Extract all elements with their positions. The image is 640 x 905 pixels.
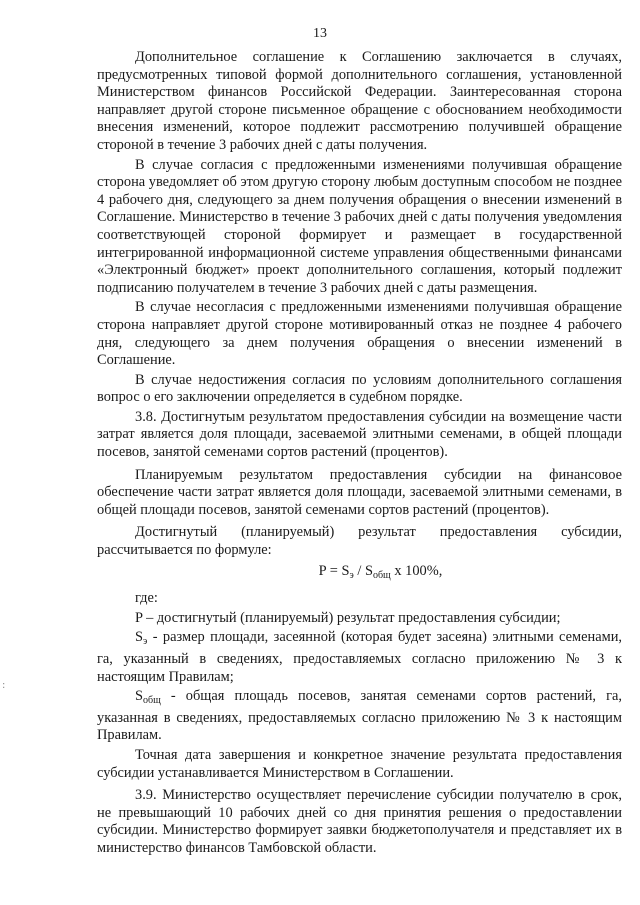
where-label: где: bbox=[135, 590, 158, 607]
page-number: 13 bbox=[313, 26, 327, 41]
definition-se bbox=[97, 629, 622, 686]
document-body bbox=[97, 49, 622, 858]
paragraph-no-consent: В случае недостижения согласия по условиям дополнительного соглашения вопрос о его заключении определяется в судебном порядке. bbox=[97, 371, 622, 406]
paragraph-supplementary-agreement: Дополнительное соглашение к Соглашению заключается в случаях, предусмотренных типовой формой дополнительного соглашения, установленной Министерством финансов Российской Федерации. Заинтересованная сторона направляет другой стороне письменное обращение с обоснованием необходимости внесения изменений, которое подлежит рассмотрению получившей обращение стороной в течение 3 рабочих дней с даты получения. bbox=[97, 49, 622, 153]
formula-mid: / S bbox=[353, 562, 373, 579]
paragraph-planned-result: Планируемым результатом предоставления субсидии на финансовое обеспечение части затрат является доля площади, засеваемой элитными семенами, в общей площади посевов, занятой семенами сортов растений (процентов). bbox=[97, 466, 622, 518]
paragraph-3-8: 3.8. Достигнутым результатом предоставления субсидии на возмещение части затрат является доля площади, засеваемой элитными семенами, в общей площади посевов, занятой семенами сортов растений (процентов). bbox=[97, 408, 622, 461]
definition-p: P – достигнутый (планируемый) результат предоставления субсидии; bbox=[135, 609, 561, 626]
formula-lhs: P = S bbox=[318, 562, 350, 579]
formula-sub-total: общ bbox=[372, 569, 391, 581]
paragraph-formula-intro: Достигнутый (планируемый) результат предоставления субсидии, рассчитывается по формуле: bbox=[97, 524, 622, 559]
formula-rhs: x 100%, bbox=[390, 562, 443, 579]
definition-stotal-symbol: S bbox=[135, 688, 144, 705]
definition-se-sub: э bbox=[143, 636, 148, 648]
formula bbox=[97, 563, 622, 585]
paragraph-result-date: Точная дата завершения и конкретное значение результата предоставления субсидии устанавливается Министерством в Соглашении. bbox=[97, 746, 622, 781]
paragraph-3-9: 3.9. Министерство осуществляет перечисление субсидии получателю в срок, не превышающий 10 рабочих дней со дня принятия решения о предоставлении субсидии. Министерство формирует заявки бюджетополучателя и представляет их в министерство финансов Тамбовской области. bbox=[97, 787, 622, 856]
definition-stotal-sub: общ bbox=[143, 695, 161, 707]
definition-stotal bbox=[97, 688, 622, 745]
paragraph-consent: В случае согласия с предложенными изменениями получившая обращение сторона уведомляет об этом другую сторону любым доступным способом не позднее 4 рабочего дня, следующего за днем получения обращения о внесении изменений в Соглашение. Министерство в течение 3 рабочих дней с даты получения уведомления соответствующей стороной формирует и размещает в государственной интегрированной информационной системе управления общественными финансами «Электронный бюджет» проект дополнительного соглашения, который подлежит подписанию получателем в течение 3 рабочих дней с даты размещения. bbox=[97, 156, 622, 296]
margin-mark: : bbox=[2, 680, 6, 691]
definition-se-symbol: S bbox=[135, 629, 144, 646]
formula-sub-e: э bbox=[349, 569, 354, 581]
definition-stotal-text: - общая площадь посевов, занятая семенами сортов растений, га, указанная в сведениях, предоставляемых согласно приложению № 3 к настоящим Правилам. bbox=[97, 688, 622, 744]
paragraph-disagreement: В случае несогласия с предложенными изменениями получившая обращение сторона направляет другой стороне мотивированный отказ не позднее 4 рабочего дня, следующего за днем получения обращения о внесении изменений в Соглашение. bbox=[97, 299, 622, 369]
definition-se-text: - размер площади, засеянной (которая будет засеяна) элитными семенами, га, указанный в сведениях, предоставляемых согласно приложению № 3 к настоящим Правилам; bbox=[97, 629, 622, 685]
